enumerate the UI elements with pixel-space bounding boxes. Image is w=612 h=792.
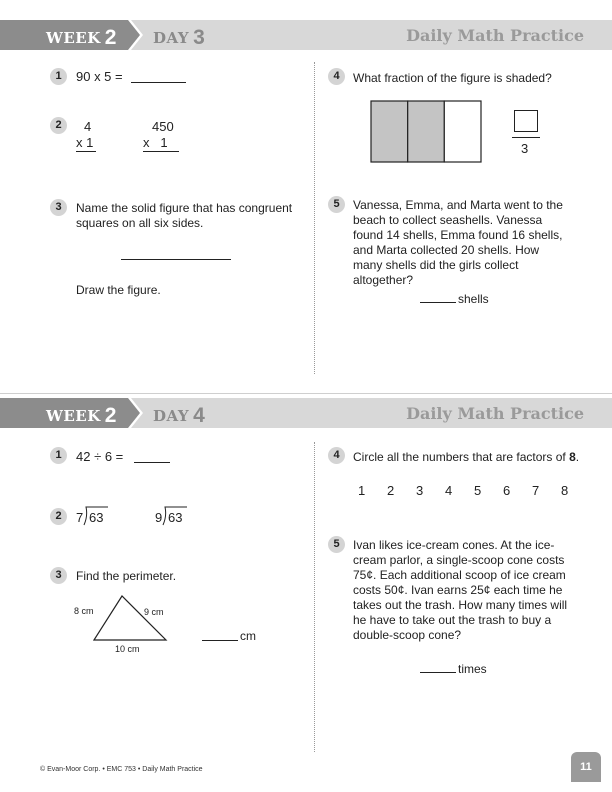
question-4-text: What fraction of the figure is shaded? <box>353 71 552 85</box>
question-4-text <box>353 450 579 465</box>
answer-line[interactable] <box>202 640 238 641</box>
answer-unit: cm <box>240 629 256 643</box>
question-number: 2 <box>50 117 67 134</box>
header-band-day3 <box>0 20 612 50</box>
column-divider <box>314 62 315 374</box>
factor-choice[interactable]: 5 <box>474 483 482 498</box>
question-3-text: Name the solid figure that has congruent squares on all six sides. <box>76 201 293 230</box>
section-separator <box>0 393 612 394</box>
question-number: 2 <box>50 508 67 525</box>
figure-part-shaded <box>408 101 445 162</box>
page-title: Daily Math Practice <box>406 26 584 45</box>
question-number: 3 <box>50 199 67 216</box>
answer-unit: shells <box>458 292 489 306</box>
day-label: DAY 4 <box>153 404 206 427</box>
figure-part-unshaded <box>444 101 481 162</box>
day-number: 4 <box>193 404 206 427</box>
factor-choice[interactable]: 6 <box>503 483 511 498</box>
page-title: Daily Math Practice <box>406 404 584 423</box>
column-divider <box>314 442 315 752</box>
answer-line[interactable] <box>121 259 231 260</box>
header-band-day4 <box>0 398 612 428</box>
question-number: 5 <box>328 196 345 213</box>
answer-line[interactable] <box>131 82 186 83</box>
side-left-label: 8 cm <box>74 606 94 616</box>
question-number: 1 <box>50 447 67 464</box>
page-number: 11 <box>571 752 601 782</box>
draw-instruction: Draw the figure. <box>76 283 161 297</box>
factor-choice[interactable]: 4 <box>445 483 453 498</box>
problem-b-bottom: x 1 <box>143 135 168 150</box>
question-number: 4 <box>328 68 345 85</box>
answer-line[interactable] <box>420 302 456 303</box>
fraction-bar <box>512 137 540 138</box>
question-number: 5 <box>328 536 345 553</box>
week-label: WEEK 2 <box>46 26 117 49</box>
fraction-figure <box>370 100 482 164</box>
division-a-dividend: 63 <box>89 510 104 525</box>
question-5-text: Vanessa, Emma, and Marta went to the beach to collect seashells. Vanessa found 14 shells, Emma found 16 shells, and Marta collected 20 shells. How many shells did the girls collect altogether? <box>353 198 563 287</box>
problem-a-rule <box>76 151 96 152</box>
problem-b-top: 450 <box>152 119 174 134</box>
side-bottom-label: 10 cm <box>115 644 140 654</box>
division-a-divisor: 7 <box>76 510 84 525</box>
division-b-dividend: 63 <box>168 510 183 525</box>
division-b-divisor: 9 <box>155 510 163 525</box>
question-4-target: 8 <box>569 450 576 464</box>
question-1-text: 90 x 5 = <box>76 69 123 84</box>
answer-unit: times <box>458 662 487 676</box>
factor-choice[interactable]: 7 <box>532 483 540 498</box>
question-1-text: 42 ÷ 6 = <box>76 449 124 464</box>
day-number: 3 <box>193 26 206 49</box>
factor-choice[interactable]: 8 <box>561 483 569 498</box>
factor-choice[interactable]: 3 <box>416 483 424 498</box>
numerator-box[interactable] <box>514 110 538 132</box>
answer-line[interactable] <box>134 462 170 463</box>
question-number: 3 <box>50 567 67 584</box>
problem-b-rule <box>143 151 179 152</box>
week-number: 2 <box>104 26 117 49</box>
answer-line[interactable] <box>420 672 456 673</box>
copyright-footer: © Evan-Moor Corp. • EMC 753 • Daily Math Practice <box>40 766 203 773</box>
fraction-denominator: 3 <box>521 141 529 156</box>
week-label: WEEK 2 <box>46 404 117 427</box>
question-5-text: Ivan likes ice-cream cones. At the ice-cream parlor, a single-scoop cone costs 75¢. Each additional scoop of ice cream costs 50¢. Ivan earns 25¢ each time he takes out the trash. How many times will he have to take out the trash to buy a double-scoop cone? <box>353 538 568 642</box>
day-label: DAY 3 <box>153 26 206 49</box>
question-number: 4 <box>328 447 345 464</box>
factor-choice[interactable]: 2 <box>387 483 395 498</box>
week-number: 2 <box>104 404 117 427</box>
factor-choices <box>358 482 598 500</box>
question-4-prefix: Circle all the numbers that are factors of <box>353 450 566 464</box>
question-4-suffix: . <box>575 450 580 464</box>
side-right-label: 9 cm <box>144 607 164 617</box>
factor-choice[interactable]: 1 <box>358 483 366 498</box>
problem-a-top: 4 <box>84 119 92 134</box>
question-number: 1 <box>50 68 67 85</box>
problem-a-bottom: x 1 <box>76 135 94 150</box>
figure-part-shaded <box>371 101 408 162</box>
question-3-text: Find the perimeter. <box>76 569 177 583</box>
